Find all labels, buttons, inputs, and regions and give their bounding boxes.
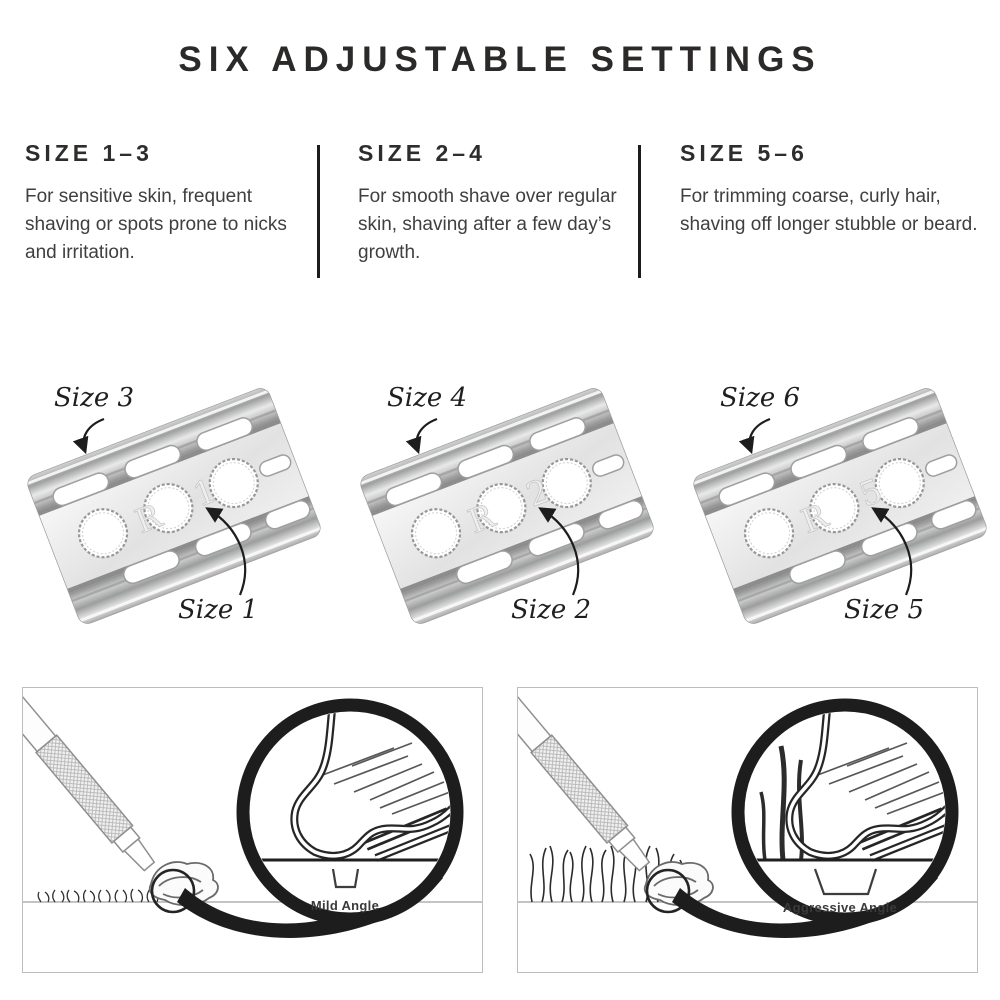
- razor-handle: [518, 695, 655, 875]
- page-title: SIX ADJUSTABLE SETTINGS: [178, 40, 822, 79]
- plate-engraving-letter: R: [462, 495, 500, 542]
- column-size-5-6: [680, 140, 985, 239]
- column-heading: SIZE 5–6: [680, 140, 808, 166]
- column-size-2-4: [358, 140, 650, 267]
- short-stubble-hairs: [38, 889, 158, 902]
- plate-top-label: Size 4: [387, 383, 468, 413]
- plates-row: [0, 383, 1000, 643]
- plate-engraving-number: 1: [187, 470, 222, 515]
- aggressive-angle-illustration: [518, 688, 977, 972]
- column-divider: [317, 145, 320, 278]
- plate-engraving-number: 5: [853, 470, 888, 515]
- mild-angle-panel: [22, 687, 483, 973]
- angle-panels-row: [22, 687, 978, 975]
- plate-bottom-label: Size 1: [178, 595, 259, 625]
- plate-top-label: Size 3: [54, 383, 135, 413]
- plate-engraving-letter: R: [795, 495, 833, 542]
- plate-top-label: Size 6: [720, 383, 801, 413]
- magnifier-circle: [738, 705, 952, 919]
- plate-figure-1: [0, 383, 333, 641]
- column-body: For smooth shave over regular skin, shaving after a few day’s growth.: [358, 186, 617, 263]
- plate-figure-3: [666, 383, 999, 641]
- column-body: For sensitive skin, frequent shaving or spots prone to nicks and irritation.: [25, 186, 287, 263]
- razor-plate-illustration: [357, 385, 657, 628]
- angle-caption: Mild Angle: [310, 898, 380, 913]
- curved-arrow-up-icon: [525, 501, 589, 601]
- razor-plate-illustration: [24, 385, 324, 628]
- plate-bottom-label: Size 2: [511, 595, 592, 625]
- plate-engraving-number: 2: [520, 470, 555, 515]
- column-divider: [638, 145, 641, 278]
- column-body: For trimming coarse, curly hair, shaving off longer stubble or beard.: [680, 186, 978, 235]
- curved-arrow-up-icon: [192, 501, 256, 601]
- column-size-1-3: [25, 140, 317, 267]
- aggressive-angle-panel: [517, 687, 978, 973]
- razor-plate-illustration: [690, 385, 990, 628]
- mild-angle-illustration: [23, 688, 482, 972]
- plate-figure-2: [333, 383, 666, 641]
- plate-engraving-letter: R: [129, 495, 167, 542]
- column-heading: SIZE 2–4: [358, 140, 486, 166]
- angle-caption: Aggressive Angle: [782, 900, 898, 915]
- plate-bottom-label: Size 5: [844, 595, 925, 625]
- column-heading: SIZE 1–3: [25, 140, 153, 166]
- settings-columns: [0, 140, 1000, 305]
- curved-arrow-up-icon: [858, 501, 922, 601]
- razor-handle: [23, 695, 160, 875]
